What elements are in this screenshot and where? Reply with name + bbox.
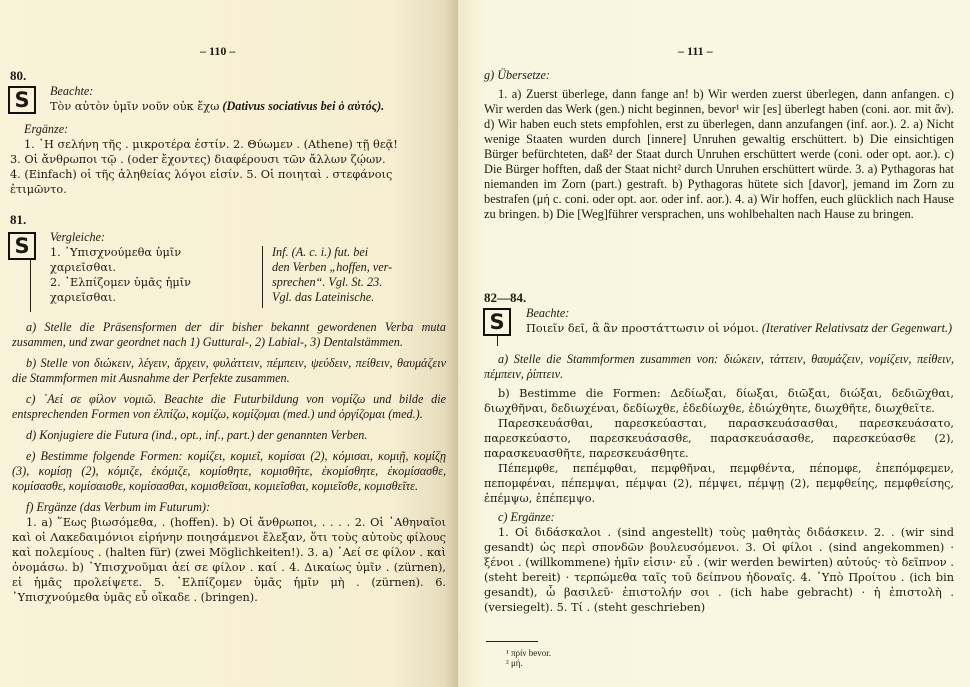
- exercise-b: b) Stelle von διώκειν, λέγειν, ἄρχειν, φυλάττειν, πέμπειν, ψεύδειν, πείθειν, θαυμάζειν die Stammformen mit Ausnahme der Perfekte zusammen.: [12, 356, 446, 385]
- note-line: den Verben „hoffen, ver-: [272, 260, 393, 274]
- exercise-c: 1. Οἱ διδάσκαλοι . (sind angestellt) τοὺς μαθητὰς διδάσκειν. 2. . (wir sind gesandt) ὡς περὶ σπονδῶν βουλευσόμενοι. 3. Οἱ φίλοι . (sind angekommen) · ξένοι . (willkommene) ἡμῖν εἰσιν· εὖ . (wir werden bewirten) αὐτούς· τὸ δεῖπνον . (steht bereit) · τερπώμεθα ταῖς τοῦ δείπνου ἡδοναῖς. 4. ῾Υπὸ Προίτου . (ich bin gesandt), ὦ βασιλεῦ· ἐπιστολήν σοι . (ich habe gebracht) · ἡ ἐπιστολὴ . (versiegelt). 5. Τί . (steht geschrieben): [484, 526, 954, 614]
- page-number: – 110 –: [200, 44, 236, 58]
- example-line: χαριεῖσθαι.: [50, 291, 116, 304]
- ergaenze-block: [10, 122, 446, 197]
- rule-note: (Dativus sociativus bei ὁ αὐτός).: [222, 99, 385, 113]
- rule-greek: Τὸν αὐτὸν ὑμῖν νοῦν οὐκ ἔχω: [50, 100, 220, 113]
- exercise-d: d) Konjugiere die Futura (ind., opt., inf., part.) der genannten Verben.: [26, 428, 368, 442]
- exercise-line: ἐτιμῶντο.: [10, 183, 67, 196]
- note-line: Inf. (A. c. i.) fut. bei: [272, 245, 369, 259]
- exercise-b: b) Bestimme die Formen: Δεδίωξαι, δίωξαι, διῶξαι, διώξαι, δεδιῶχθαι, διωχθῆναι, δεδιωχέναι, δεδίωχθε, ἐδεδίωχθε, ἐδιώχθητε, διωχθῆτε, διωχθεῖτε.: [484, 387, 954, 415]
- rule-block: [50, 84, 450, 114]
- brace: [262, 246, 263, 308]
- note-line: sprechen“. Vgl. St. 23.: [272, 275, 383, 289]
- vergleiche-label: Vergleiche:: [50, 230, 106, 244]
- exercise-line: 1. ῾Η σελήνη τῆς . μικροτέρα ἐστίν. 2. Θύωμεν . (Athene) τῇ θεᾷ!: [24, 138, 398, 151]
- exercise-a: a) Stelle die Stammformen zusammen von: διώκειν, τάττειν, θαυμάζειν, νομίζειν, πείθειν, πέμπειν, ῥίπτειν.: [484, 352, 954, 381]
- example-line: χαριεῖσθαι.: [50, 261, 116, 274]
- page-number: – 111 –: [678, 44, 713, 58]
- note-block: [272, 245, 450, 305]
- s-box-icon: S: [483, 308, 511, 336]
- exercises-block: [484, 352, 954, 615]
- g-title: g) Übersetze:: [484, 68, 550, 82]
- example-line: 2. ᾿Ελπίζομεν ὑμᾶς ἡμῖν: [50, 276, 192, 289]
- exercise-b3: Πέπεμφθε, πεπέμφθαι, πεμφθῆναι, πεμφθέντα, πέπομφε, ἐπεπόμφεμεν, πεπομφέναι, πέπεμψαι, πέμψαι (2), πέμψει, πέμψῃ (2), πεμφθείης, πεμφθείσης, ἐπέμψω, ἐπέπεμψο.: [484, 462, 954, 505]
- left-page: [0, 0, 458, 687]
- exercise-line: 4. (Einfach) οἱ τῆς ἀληθείας λόγοι εἰσίν. 5. Οἱ ποιηταὶ . στεφάνοις: [10, 168, 393, 181]
- ergaenze-label: Ergänze:: [24, 122, 69, 136]
- section-number: 80.: [10, 68, 27, 83]
- note-line: Vgl. das Lateinische.: [272, 290, 375, 304]
- section-number: 82—84.: [484, 290, 527, 305]
- exercise-e: e) Bestimme folgende Formen: κομίζει, κομιεῖ, κομίσαι (2), κόμισαι, κομιῇ, κομίζῃ (3), κομίσῃ (2), κόμιζε, ἐκόμιζε, κομίσθητε, κομισθῆτε, ἐκομίσθητε, ἐκομίσασθε, κομίσασθε, κομίσαισθε, κομίσασθαι, κομισθεῖσαι, κομιεῖσθαι, κομιεῖσθε, κομισθεῖτε.: [12, 449, 446, 493]
- divider: [30, 260, 31, 312]
- example-line: 1. ῾Υπισχνούμεθα ὑμῖν: [50, 246, 182, 259]
- exercise-f-title: f) Ergänze (das Verbum im Futurum):: [26, 500, 211, 514]
- right-page: [458, 0, 970, 687]
- footnote-rule: [486, 641, 538, 642]
- footnote: ² μή.: [506, 658, 523, 668]
- translate-block: [484, 68, 954, 222]
- beachte-label: Beachte:: [50, 84, 94, 98]
- footnotes: [506, 648, 551, 668]
- rule-block: [526, 306, 954, 336]
- s-box-icon: S: [8, 86, 36, 114]
- exercise-b2: Παρεσκευάσθαι, παρεσκεύασται, παρασκευάσασθαι, παρεσκευάσατο, παρεσκεύαστο, παρεσκευάσασθε, παρασκευάσασθε, παρεσκεύασθε (2), παρασκευασθῆτε, παρεσκευάσθητε.: [484, 417, 954, 460]
- exercise-c: c) ᾿Αεί σε φίλον νομιῶ. Beachte die Futurbildung von νομίζω und bilde die entsprechenden Formen von ἐλπίζω, κομίζω, κομίζομαι (med.) und ὀργίζομαι (med.).: [12, 392, 446, 421]
- divider: [497, 336, 498, 346]
- exercises-block: [12, 320, 446, 605]
- beachte-label: Beachte:: [526, 306, 570, 320]
- footnote: ¹ πρίν bevor.: [506, 648, 551, 658]
- g-text: 1. a) Zuerst überlege, dann fange an! b) Wir werden zuerst überlegen, dann anfangen. c) Wir werden das Werk (gen.) nicht beginnen, bevor¹ wir [es] überlegt haben (coni. aor. mit ἄν). d) Wir haben euch stets empfohlen, erst zu überlegen, dann anzufangen (inf. aor.). 2. a) Nicht wenige Staaten wurden durch [innere] Unruhen gewaltig erschüttert. b) Die einsichtigen Bürger befürchteten, daß² der Staat durch Unruhen erschüttert werde (coni. oder opt. aor.). c) Die Bürger hofften, daß der Staat nicht² durch Unruhen erschüttert würde. 3. a) Pythagoras hat niemanden im Zorn (part.) gestraft. b) Pythagoras hütete sich [davor], jemand im Zorn zu bestrafen (μή c. coni. oder opt. aor. oder inf. aor.). 4. a) Wir hoffen, euch glücklich nach Hause zu bringen. b) Die [Weg]führer versprachen, uns wohlbehalten nach Hause zu bringen.: [484, 87, 954, 221]
- exercise-line: 3. Οἱ ἄνθρωποι τῷ . (oder ἔχοντες) διαφέρουσι τῶν ἄλλων ζῴων.: [10, 153, 386, 166]
- exercise-a: a) Stelle die Präsensformen der dir bisher bekannt gewordenen Verba muta zusammen, und zwar geordnet nach 1) Guttural-, 2) Labial-, 3) Dentalstämmen.: [12, 320, 446, 349]
- compare-block: [50, 230, 250, 305]
- rule-note: (Iterativer Relativsatz der Gegenwart.): [761, 321, 953, 335]
- s-box-icon: S: [8, 232, 36, 260]
- section-number: 81.: [10, 212, 27, 227]
- exercise-f: 1. a) ῞Εως βιωσόμεθα, . (hoffen). b) Οἱ ἄνθρωποι, . . . . 2. Οἱ ᾿Αθηναῖοι καὶ οἱ Λακεδαιμόνιοι εἰρήνην ποιησάμενοι ἔλεξαν, ὅτι τοὺς αὐτοὺς φίλους καὶ πολεμίους . (halten für) (zwei Möglichkeiten!). 3. a) ᾿Αεί σε φίλον . καὶ ὀνομάσω. b) ῾Υπισχνοῦμαι ἀεί σε φίλον . καί . 4. Δικαίως ὑμῖν . (zürnen), εἰ ἡμᾶς προλείψετε. 5. ᾿Ελπίζομεν ὑμᾶς ἡμῖν μὴ . (zürnen). 6. ῾Υπισχνούμεθα ὑμᾶς εὖ οἴκαδε . (bringen).: [12, 516, 446, 604]
- rule-greek: Ποιεῖν δεῖ, ἃ ἂν προστάττωσιν οἱ νόμοι.: [526, 322, 759, 335]
- exercise-c-title: c) Ergänze:: [498, 510, 555, 524]
